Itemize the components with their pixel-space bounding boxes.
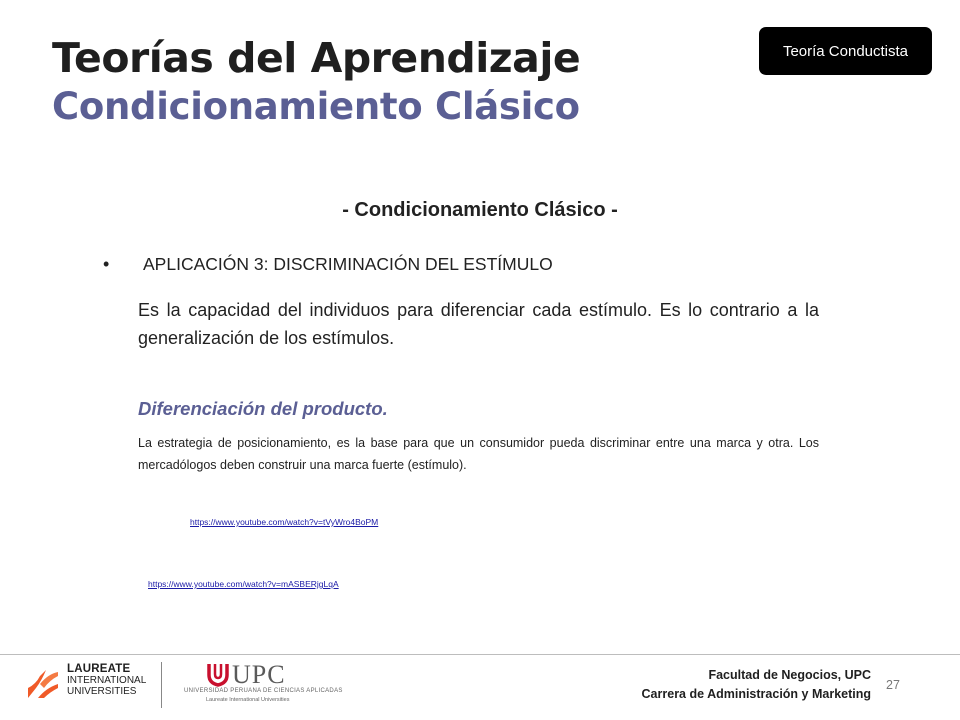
page-title: Teorías del Aprendizaje xyxy=(52,34,581,82)
faculty-label: Facultad de Negocios, UPC xyxy=(708,668,871,682)
theory-tag: Teoría Conductista xyxy=(759,27,932,75)
upc-subtitle: UNIVERSIDAD PERUANA DE CIENCIAS APLICADAS xyxy=(184,688,343,694)
laureate-wordmark xyxy=(67,664,146,697)
youtube-link-2[interactable]: https://www.youtube.com/watch?v=mASBERjgLqA xyxy=(148,579,339,589)
footer-divider xyxy=(0,654,960,655)
upc-wordmark: UPC xyxy=(232,660,286,689)
page-subtitle: Condicionamiento Clásico xyxy=(52,85,580,128)
career-label: Carrera de Administración y Marketing xyxy=(641,687,871,701)
bullet-label: APLICACIÓN 3: DISCRIMINACIÓN DEL ESTÍMULO xyxy=(143,254,553,274)
laureate-line-2: INTERNATIONAL xyxy=(67,675,147,686)
laureate-line-3: UNIVERSITIES xyxy=(67,686,137,697)
footer-credits xyxy=(642,666,871,704)
page-number: 27 xyxy=(886,678,900,692)
laureate-logo-icon xyxy=(26,666,60,700)
upc-crest-icon xyxy=(206,661,230,687)
definition-paragraph: Es la capacidad del individuos para diferenciar cada estímulo. Es lo contrario a la generalización de los estímulos. xyxy=(138,300,819,348)
strategy-paragraph: La estrategia de posicionamiento, es la base para que un consumidor pueda discriminar entre una marca y otra. Los mercadólogos deben construir una marca fuerte (estímulo). xyxy=(138,436,819,472)
bullet-dot-icon: • xyxy=(103,254,110,274)
upc-subtitle-2: Laureate International Universities xyxy=(206,697,290,703)
laureate-line-1: LAUREATE xyxy=(67,663,131,675)
youtube-link-1[interactable]: https://www.youtube.com/watch?v=tVyWro4BoPM xyxy=(190,517,379,527)
subheading: Diferenciación del producto. xyxy=(138,398,388,419)
section-title: - Condicionamiento Clásico - xyxy=(342,199,618,221)
bullet-item xyxy=(103,254,553,275)
logo-divider xyxy=(161,662,162,708)
